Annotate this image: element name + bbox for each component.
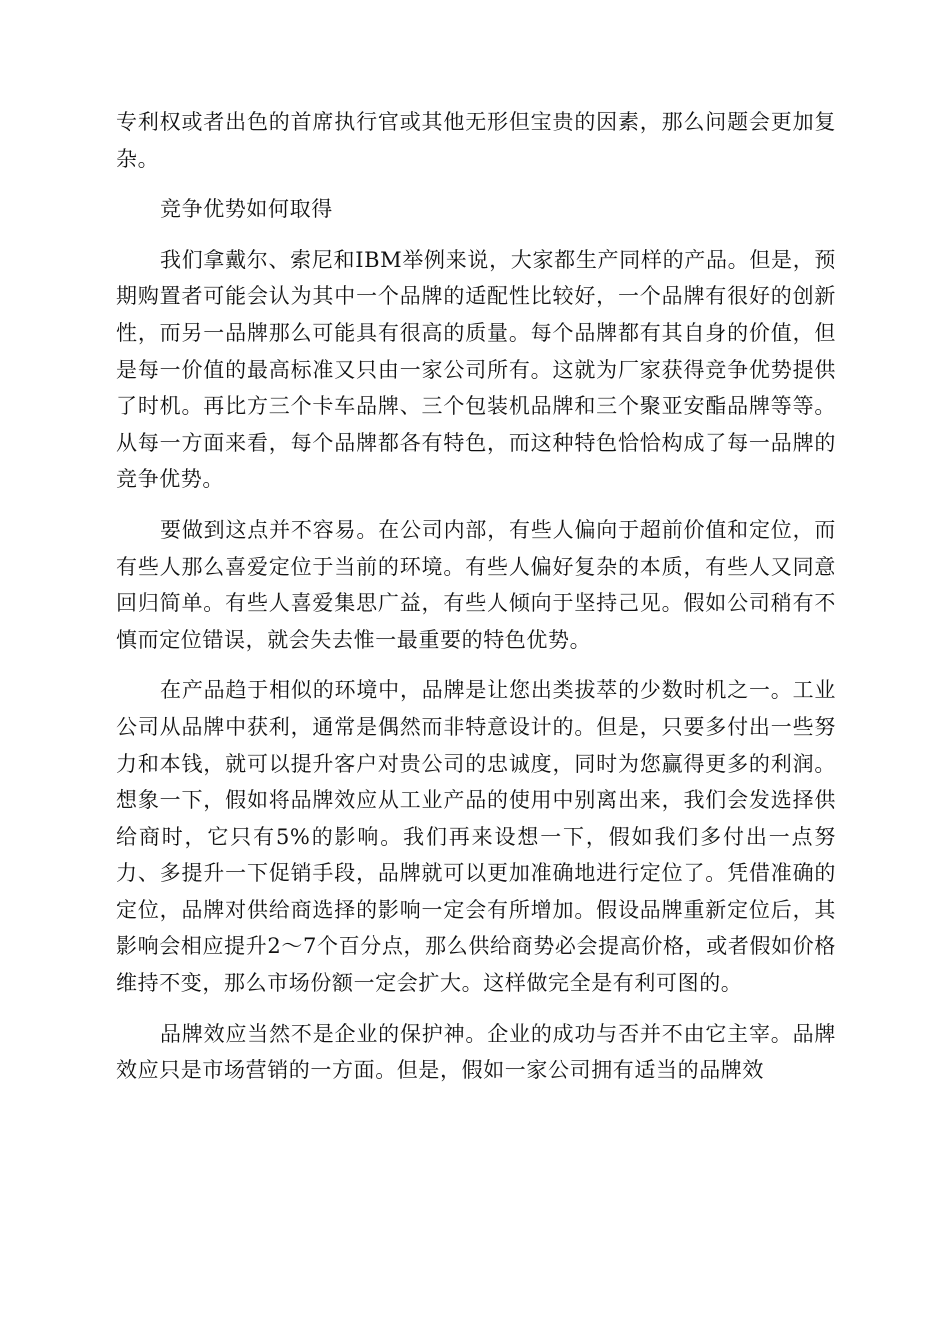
paragraph: 在产品趋于相似的环境中，品牌是让您出类拔萃的少数时机之一。工业公司从品牌中获利，通常是偶然而非特意设计的。但是，只要多付出一些努力和本钱，就可以提升客户对贵公司的忠诚度，同时为您赢得更多的利润。想象一下，假如将品牌效应从工业产品的使用中别离出来，我们会发选择供给商时，它只有5%的影响。我们再来设想一下，假如我们多付出一点努力、多提升一下促销手段，品牌就可以更加准确地进行定位了。凭借准确的定位，品牌对供给商选择的影响一定会有所增加。假设品牌重新定位后，其影响会相应提升2～7个百分点，那么供给商势必会提高价格，或者假如价格维持不变，那么市场份额一定会扩大。这样做完全是有利可图的。 [116, 678, 836, 996]
paragraph: 我们拿戴尔、索尼和IBM举例来说，大家都生产同样的产品。但是，预期购置者可能会认为其中一个品牌的适配性比较好，一个品牌有很好的创新性，而另一品牌那么可能具有很高的质量。每个品牌都有其自身的价值，但是每一价值的最高标准又只由一家公司所有。这就为厂家获得竞争优势提供了时机。再比方三个卡车品牌、三个包装机品牌和三个聚亚安酯品牌等等。从每一方面来看，每个品牌都各有特色，而这种特色恰恰构成了每一品牌的竞争优势。 [116, 247, 836, 492]
section-heading: 竞争优势如何取得 [160, 197, 333, 222]
paragraph: 品牌效应当然不是企业的保护神。企业的成功与否并不由它主宰。品牌效应只是市场营销的一方面。但是，假如一家公司拥有适当的品牌效 [116, 1021, 836, 1083]
document-body [116, 104, 836, 1103]
paragraph: 要做到这点并不容易。在公司内部，有些人偏向于超前价值和定位，而有些人那么喜爱定位于当前的环境。有些人偏好复杂的本质，有些人又同意回归简单。有些人喜爱集思广益，有些人倾向于坚持己见。假如公司稍有不慎而定位错误，就会失去惟一最重要的特色优势。 [116, 517, 836, 652]
paragraph-continued: 专利权或者出色的首席执行官或其他无形但宝贵的因素，那么问题会更加复杂。 [116, 110, 836, 171]
